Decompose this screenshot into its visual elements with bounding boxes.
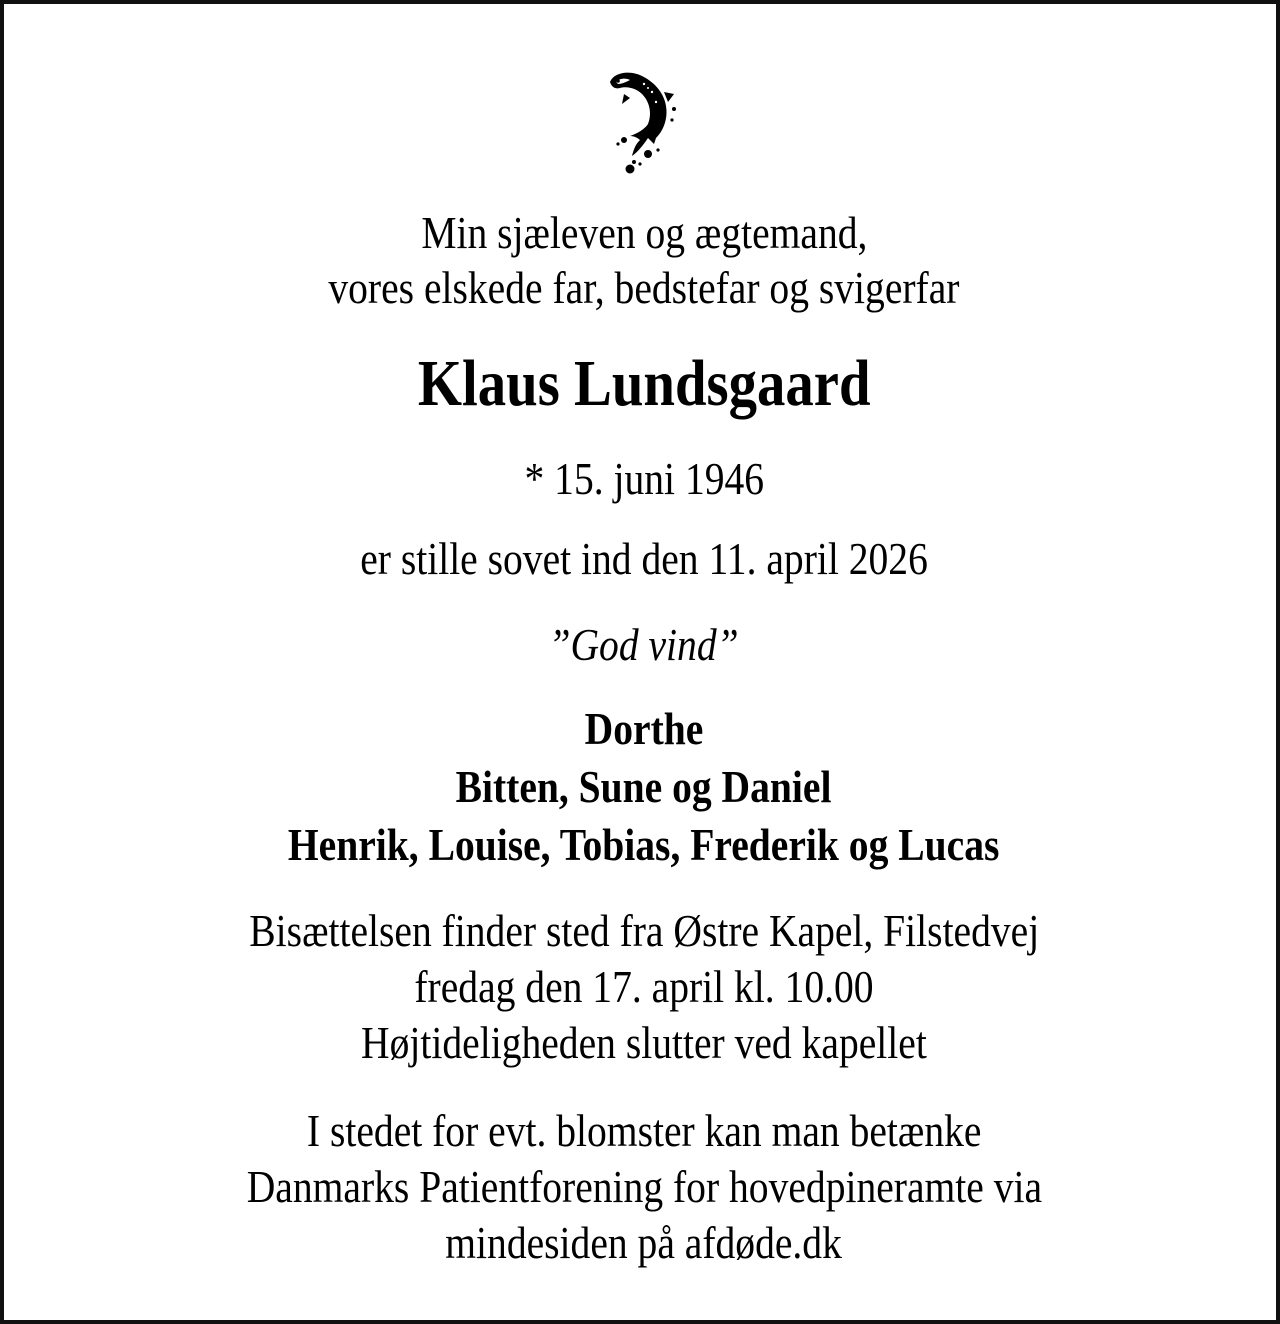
donation-text-1: I stedet for evt. blomster kan man betænke: [306, 1105, 982, 1156]
family-line-2: [4, 760, 1280, 813]
family-line-3: [4, 818, 1280, 871]
birth-date-text: * 15. juni 1946: [524, 453, 764, 504]
donation-line-3: [4, 1216, 1280, 1269]
death-date-text: er stille sovet ind den 11. april 2026: [360, 533, 928, 584]
donation-line-2: [4, 1160, 1280, 1213]
donation-text-2: Danmarks Patientforening for hovedpineramte via: [246, 1161, 1042, 1212]
motto: [4, 618, 1280, 671]
leaping-salmon-icon: [604, 64, 684, 174]
deceased-name-text: Klaus Lundsgaard: [417, 347, 871, 420]
funeral-text-1: Bisættelsen finder sted fra Østre Kapel, Filstedvej: [249, 905, 1039, 956]
family-text-2: Bitten, Sune og Daniel: [456, 761, 832, 812]
death-date: [4, 532, 1280, 585]
intro-line-2: [4, 261, 1280, 314]
family-line-1: [4, 702, 1280, 755]
birth-date: [4, 452, 1280, 505]
family-text-1: Dorthe: [584, 703, 704, 754]
donation-line-1: [4, 1104, 1280, 1157]
funeral-text-2: fredag den 17. april kl. 10.00: [414, 961, 874, 1012]
motto-text: ”God vind”: [548, 619, 740, 670]
funeral-text-3: Højtideligheden slutter ved kapellet: [361, 1017, 927, 1068]
intro-text-1: Min sjæleven og ægtemand,: [420, 207, 868, 258]
intro-text-2: vores elskede far, bedstefar og svigerfar: [328, 262, 960, 313]
deceased-name: [4, 346, 1280, 422]
funeral-line-1: [4, 904, 1280, 957]
donation-text-3: mindesiden på afdøde.dk: [445, 1217, 843, 1268]
funeral-line-2: [4, 960, 1280, 1013]
funeral-line-3: [4, 1016, 1280, 1069]
intro-line-1: [4, 206, 1280, 259]
family-text-3: Henrik, Louise, Tobias, Frederik og Lucas: [288, 819, 1000, 870]
